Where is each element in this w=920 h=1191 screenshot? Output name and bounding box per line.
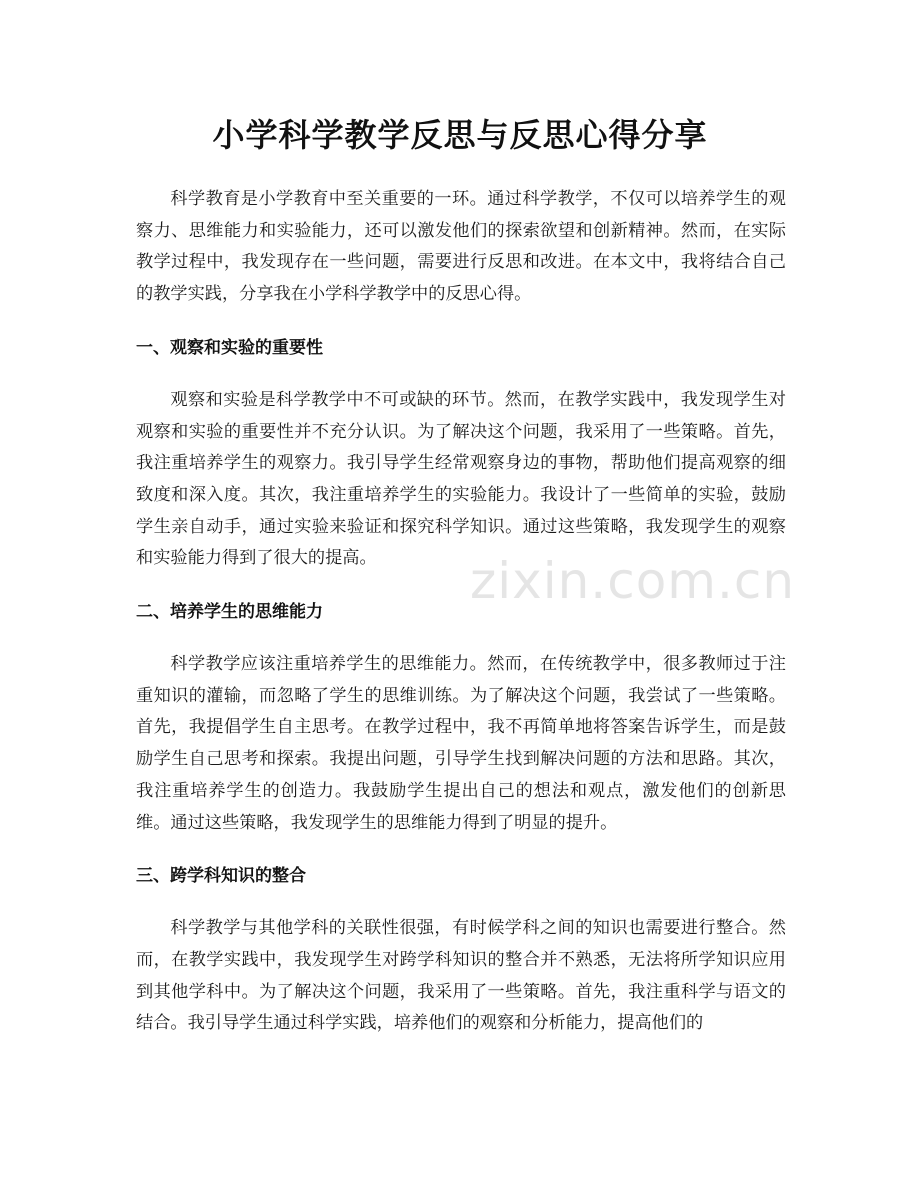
watermark: zixin.com.cn [470,552,796,610]
document-body [136,184,786,1040]
section-1-heading: 一、观察和实验的重要性 [136,337,323,358]
section-2-heading: 二、培养学生的思维能力 [136,602,323,623]
document-title: 小学科学教学反思与反思心得分享 [212,116,708,154]
intro-paragraph: 科学教育是小学教育中至关重要的一环。通过科学教学，不仅可以培养学生的观察力、思维能力和实验能力，还可以激发他们的探索欲望和创新精神。然而，在实际教学过程中，我发现存在一些问题，需要进行反思和改进。在本文中，我将结合自己的教学实践，分享我在小学科学教学中的反思心得。 [136,189,786,305]
section-2-paragraph: 科学教学应该注重培养学生的思维能力。然而，在传统教学中，很多教师过于注重知识的灌输，而忽略了学生的思维训练。为了解决这个问题，我尝试了一些策略。首先，我提倡学生自主思考。在教学过程中，我不再简单地将答案告诉学生，而是鼓励学生自己思考和探索。我提出问题，引导学生找到解决问题的方法和思路。其次，我注重培养学生的创造力。我鼓励学生提出自己的想法和观点，激发他们的创新思维。通过这些策略，我发现学生的思维能力得到了明显的提升。 [136,654,786,833]
section-3-paragraph: 科学教学与其他学科的关联性很强，有时候学科之间的知识也需要进行整合。然而，在教学实践中，我发现学生对跨学科知识的整合并不熟悉，无法将所学知识应用到其他学科中。为了解决这个问题，我采用了一些策略。首先，我注重科学与语文的结合。我引导学生通过科学实践，培养他们的观察和分析能力，提高他们的 [136,918,786,1034]
section-3-heading: 三、跨学科知识的整合 [136,866,306,887]
section-1-paragraph: 观察和实验是科学教学中不可或缺的环节。然而，在教学实践中，我发现学生对观察和实验的重要性并不充分认识。为了解决这个问题，我采用了一些策略。首先，我注重培养学生的观察力。我引导学生经常观察身边的事物，帮助他们提高观察的细致度和深入度。其次，我注重培养学生的实验能力。我设计了一些简单的实验，鼓励学生亲自动手，通过实验来验证和探究科学知识。通过这些策略，我发现学生的观察和实验能力得到了很大的提高。 [136,389,786,569]
